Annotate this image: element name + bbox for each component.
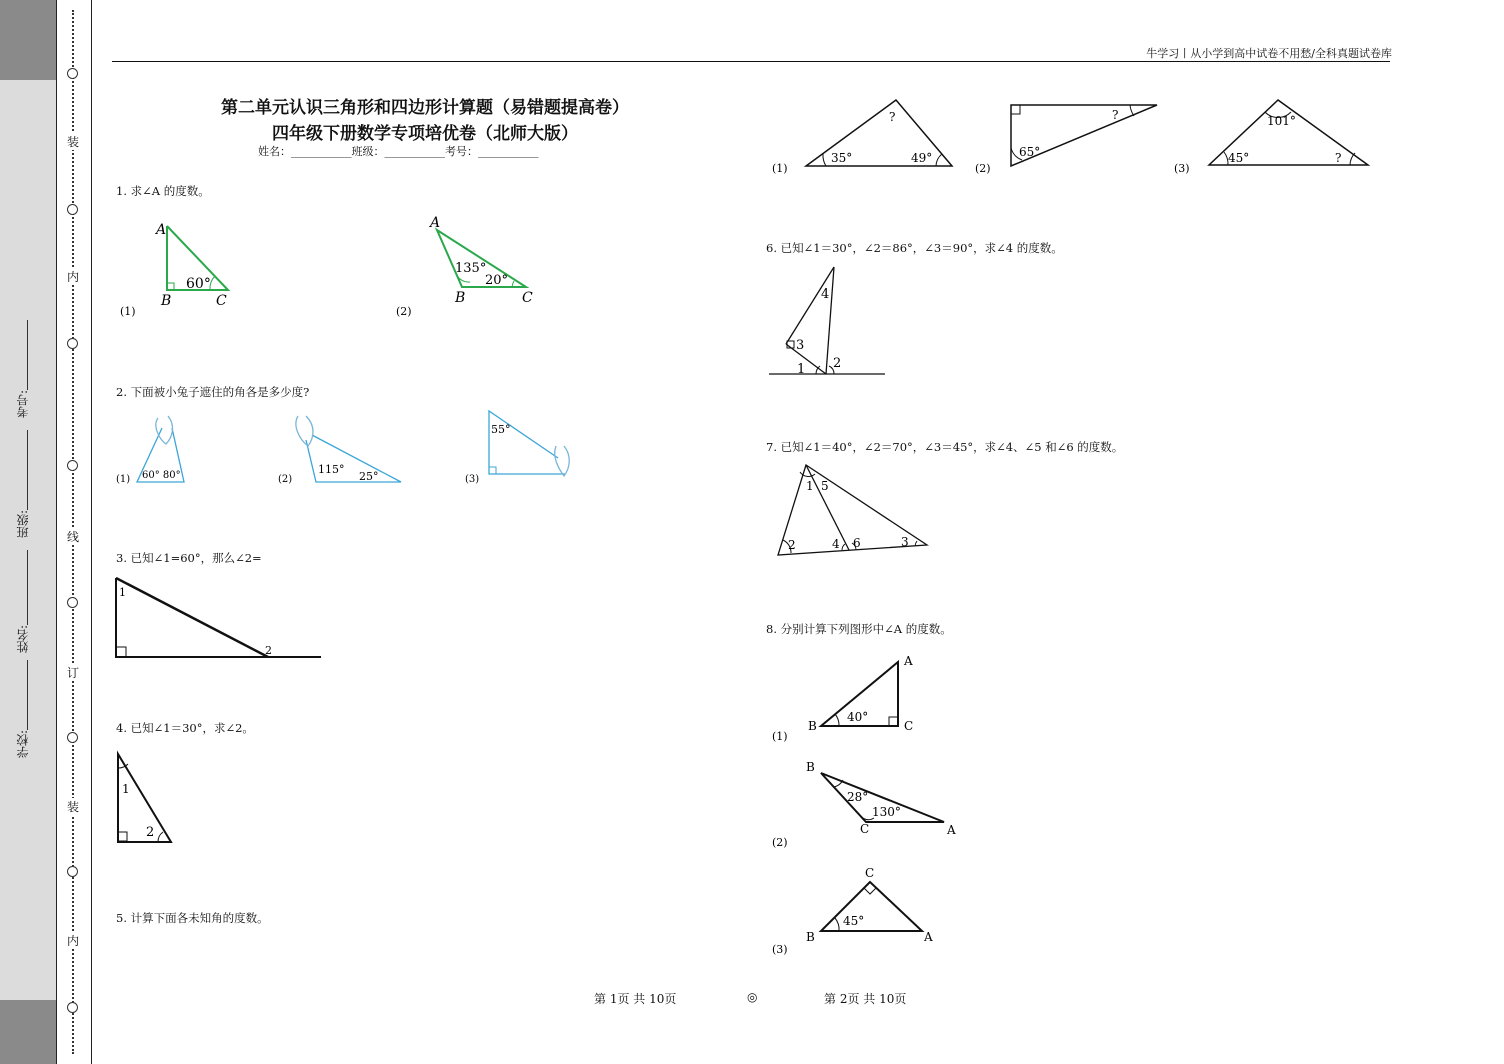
binding-char: 内 — [66, 270, 79, 284]
question-5: 5. 计算下面各未知角的度数。 — [116, 911, 269, 925]
q1-f1-angle: 60° — [186, 276, 211, 292]
q7-angle-3: 3 — [901, 535, 909, 549]
q1-f2-angle-2: 20° — [485, 273, 509, 288]
q1-f1-label-c: C — [216, 293, 227, 309]
q5-sub-1: (1) — [772, 162, 788, 175]
q6-angle-3: 3 — [796, 338, 805, 353]
binding-char: 装 — [66, 135, 79, 149]
q8-f2-angle-2: 130° — [872, 805, 901, 819]
q1-f2-label-a: A — [430, 215, 441, 231]
q2-f2-angle-1: 115° — [318, 463, 345, 476]
q2-sub-3: (3) — [465, 474, 480, 485]
q2-figure-2 — [296, 416, 401, 482]
q5-sub-3: (3) — [1174, 162, 1190, 175]
q8-f3-label-a: A — [924, 930, 933, 944]
footer-page-right: 第 2页 共 10页 — [824, 992, 907, 1006]
q8-f1-label-c: C — [904, 719, 914, 733]
q4-angle-2: 2 — [146, 825, 155, 840]
paper-subtitle: 四年级下册数学专项培优卷（北师大版） — [272, 124, 578, 144]
q3-figure — [116, 578, 321, 657]
q5-f1-angle-2: 49° — [911, 151, 933, 165]
header-site-text: 牛学习丨从小学到高中试卷不用愁/全科真题试卷库 — [1146, 47, 1392, 60]
school-label: 学校: — [16, 730, 30, 759]
q7-angle-4: 4 — [832, 537, 840, 551]
q8-f2-label-c: C — [860, 822, 870, 836]
q1-sub-1: (1) — [120, 305, 136, 318]
q1-f1-label-b: B — [161, 293, 172, 309]
question-6: 6. 已知∠1＝30°，∠2＝86°，∠3＝90°，求∠4 的度数。 — [766, 241, 1063, 255]
q8-figure-3 — [821, 882, 922, 931]
q2-f1-angles: 60° 80° — [142, 470, 181, 481]
q1-f2-angle-1: 135° — [455, 261, 487, 276]
question-7: 7. 已知∠1＝40°，∠2＝70°，∠3＝45°，求∠4、∠5 和∠6 的度数。 — [766, 440, 1124, 454]
q7-angle-6: 6 — [853, 536, 861, 550]
paper-title: 第二单元认识三角形和四边形计算题（易错题提高卷） — [221, 98, 629, 118]
q1-figure-2 — [437, 230, 526, 287]
student-info-line: 姓名：___________班级：___________考号：___________ — [258, 145, 539, 158]
q5-f1-angle-1: 35° — [831, 151, 853, 165]
q4-angle-1: 1 — [122, 782, 130, 796]
q6-figure — [769, 267, 885, 374]
question-2: 2. 下面被小兔子遮住的角各是多少度? — [116, 385, 310, 399]
q8-f2-label-a: A — [947, 823, 956, 837]
q8-f1-angle: 40° — [847, 710, 869, 724]
q8-f3-label-c: C — [865, 866, 875, 880]
binding-char: 装 — [66, 800, 79, 814]
q3-angle-1: 1 — [119, 586, 126, 599]
q8-sub-2: (2) — [772, 836, 788, 849]
q1-f2-label-c: C — [522, 290, 533, 306]
class-label: 班级: — [16, 510, 30, 539]
q8-f1-label-a: A — [904, 654, 913, 668]
q8-f3-angle: 45° — [843, 914, 865, 928]
q1-sub-2: (2) — [396, 305, 412, 318]
footer-page-left: 第 1页 共 10页 — [594, 992, 677, 1006]
q5-f3-angle-2: 45° — [1228, 151, 1250, 165]
q3-angle-2: 2 — [265, 644, 272, 657]
binding-char: 订 — [66, 666, 79, 680]
q6-angle-4: 4 — [821, 287, 830, 302]
name-label: 姓名: — [16, 625, 30, 654]
q1-f2-label-b: B — [455, 290, 466, 306]
question-3: 3. 已知∠1=60°，那么∠2= — [116, 551, 262, 565]
footer-center-mark: ◎ — [747, 990, 758, 1004]
question-8: 8. 分别计算下列图形中∠A 的度数。 — [766, 622, 952, 636]
q6-angle-1: 1 — [797, 362, 806, 377]
binding-char: 线 — [66, 530, 79, 544]
question-4: 4. 已知∠1＝30°，求∠2。 — [116, 721, 254, 735]
q5-f2-angle: 65° — [1019, 145, 1041, 159]
exam-no-label: 考号: — [16, 390, 30, 419]
q5-sub-2: (2) — [975, 162, 991, 175]
q7-angle-5: 5 — [821, 479, 829, 493]
q5-f2-unknown: ? — [1112, 108, 1119, 122]
q2-f3-angle: 55° — [491, 423, 511, 436]
q4-figure — [118, 754, 171, 842]
q8-sub-3: (3) — [772, 943, 788, 956]
q5-f1-unknown: ? — [889, 110, 896, 124]
q5-f3-unknown: ? — [1335, 151, 1342, 165]
q6-angle-2: 2 — [833, 356, 842, 371]
q2-sub-1: (1) — [116, 474, 131, 485]
q2-figure-3 — [489, 411, 569, 476]
q8-f1-label-b: B — [808, 719, 817, 733]
q2-sub-2: (2) — [278, 474, 293, 485]
question-1: 1. 求∠A 的度数。 — [116, 184, 210, 198]
q2-f2-angle-2: 25° — [359, 470, 379, 483]
q7-angle-2: 2 — [788, 538, 796, 552]
q7-angle-1: 1 — [806, 479, 814, 493]
q8-f2-angle-1: 28° — [847, 790, 869, 804]
q8-f3-label-b: B — [806, 930, 815, 944]
q8-sub-1: (1) — [772, 730, 788, 743]
binding-char: 内 — [66, 934, 79, 948]
q5-f3-angle-1: 101° — [1267, 114, 1296, 128]
q1-f1-label-a: A — [156, 222, 167, 238]
q8-f2-label-b: B — [806, 760, 815, 774]
